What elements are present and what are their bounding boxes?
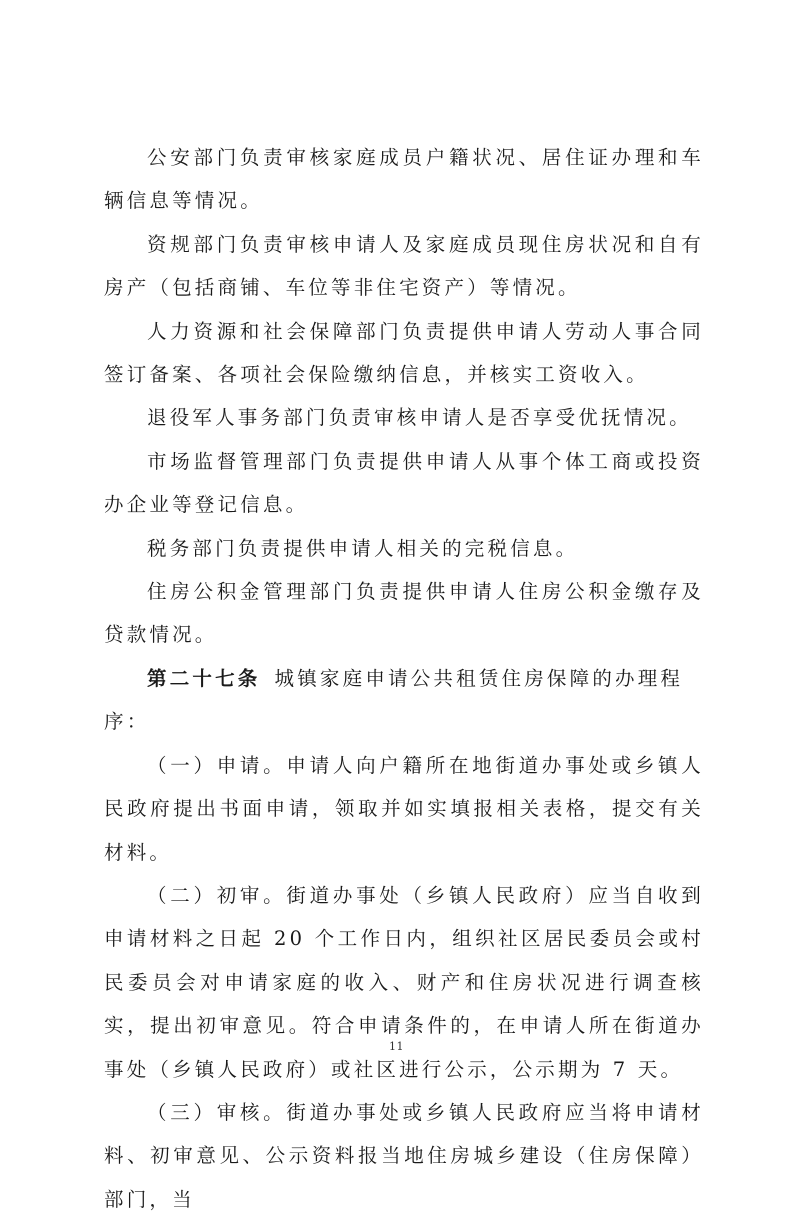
procedure-step-apply: （一）申请。申请人向户籍所在地街道办事处或乡镇人民政府提出书面申请，领取并如实填报相关表格，提交有关材料。: [104, 753, 704, 864]
page-number: 11: [389, 1040, 404, 1053]
paragraph-human-resources: 人力资源和社会保障部门负责提供申请人劳动人事合同签订备案、各项社会保险缴纳信息，并核实工资收入。: [104, 319, 704, 387]
article-heading: [104, 657, 704, 744]
article-title: 城镇家庭申请公共租赁住房保障的办理程序：: [104, 666, 684, 734]
paragraph-natural-resources: 资规部门负责审核申请人及家庭成员现住房状况和自有房产（包括商铺、车位等非住宅资产）等情况。: [104, 232, 704, 300]
paragraph-veterans-affairs: 退役军人事务部门负责审核申请人是否享受优抚情况。: [147, 406, 692, 430]
paragraph-market-supervision: 市场监督管理部门负责提供申请人从事个体工商或投资办企业等登记信息。: [104, 449, 704, 517]
article-number: 第二十七条: [147, 666, 261, 690]
procedure-step-review: （三）审核。街道办事处或乡镇人民政府应当将申请材料、初审意见、公示资料报当地住房城乡建设（住房保障）部门，当: [104, 1100, 704, 1211]
body-text: [104, 136, 704, 1221]
paragraph-housing-fund: 住房公积金管理部门负责提供申请人住房公积金缴存及贷款情况。: [104, 580, 704, 647]
paragraph-taxation: 税务部门负责提供申请人相关的完税信息。: [147, 536, 579, 560]
procedure-step-preliminary-review: （二）初审。街道办事处（乡镇人民政府）应当自收到申请材料之日起 20 个工作日内，组织社区居民委员会或村民委员会对申请家庭的收入、财产和住房状况进行调查核实，提出初审意见。符合申请条件的，在申请人所在街道办事处（乡镇人民政府）或社区进行公示，公示期为 7 天。: [104, 883, 704, 1081]
paragraph-public-security: 公安部门负责审核家庭成员户籍状况、居住证办理和车辆信息等情况。: [104, 146, 704, 213]
